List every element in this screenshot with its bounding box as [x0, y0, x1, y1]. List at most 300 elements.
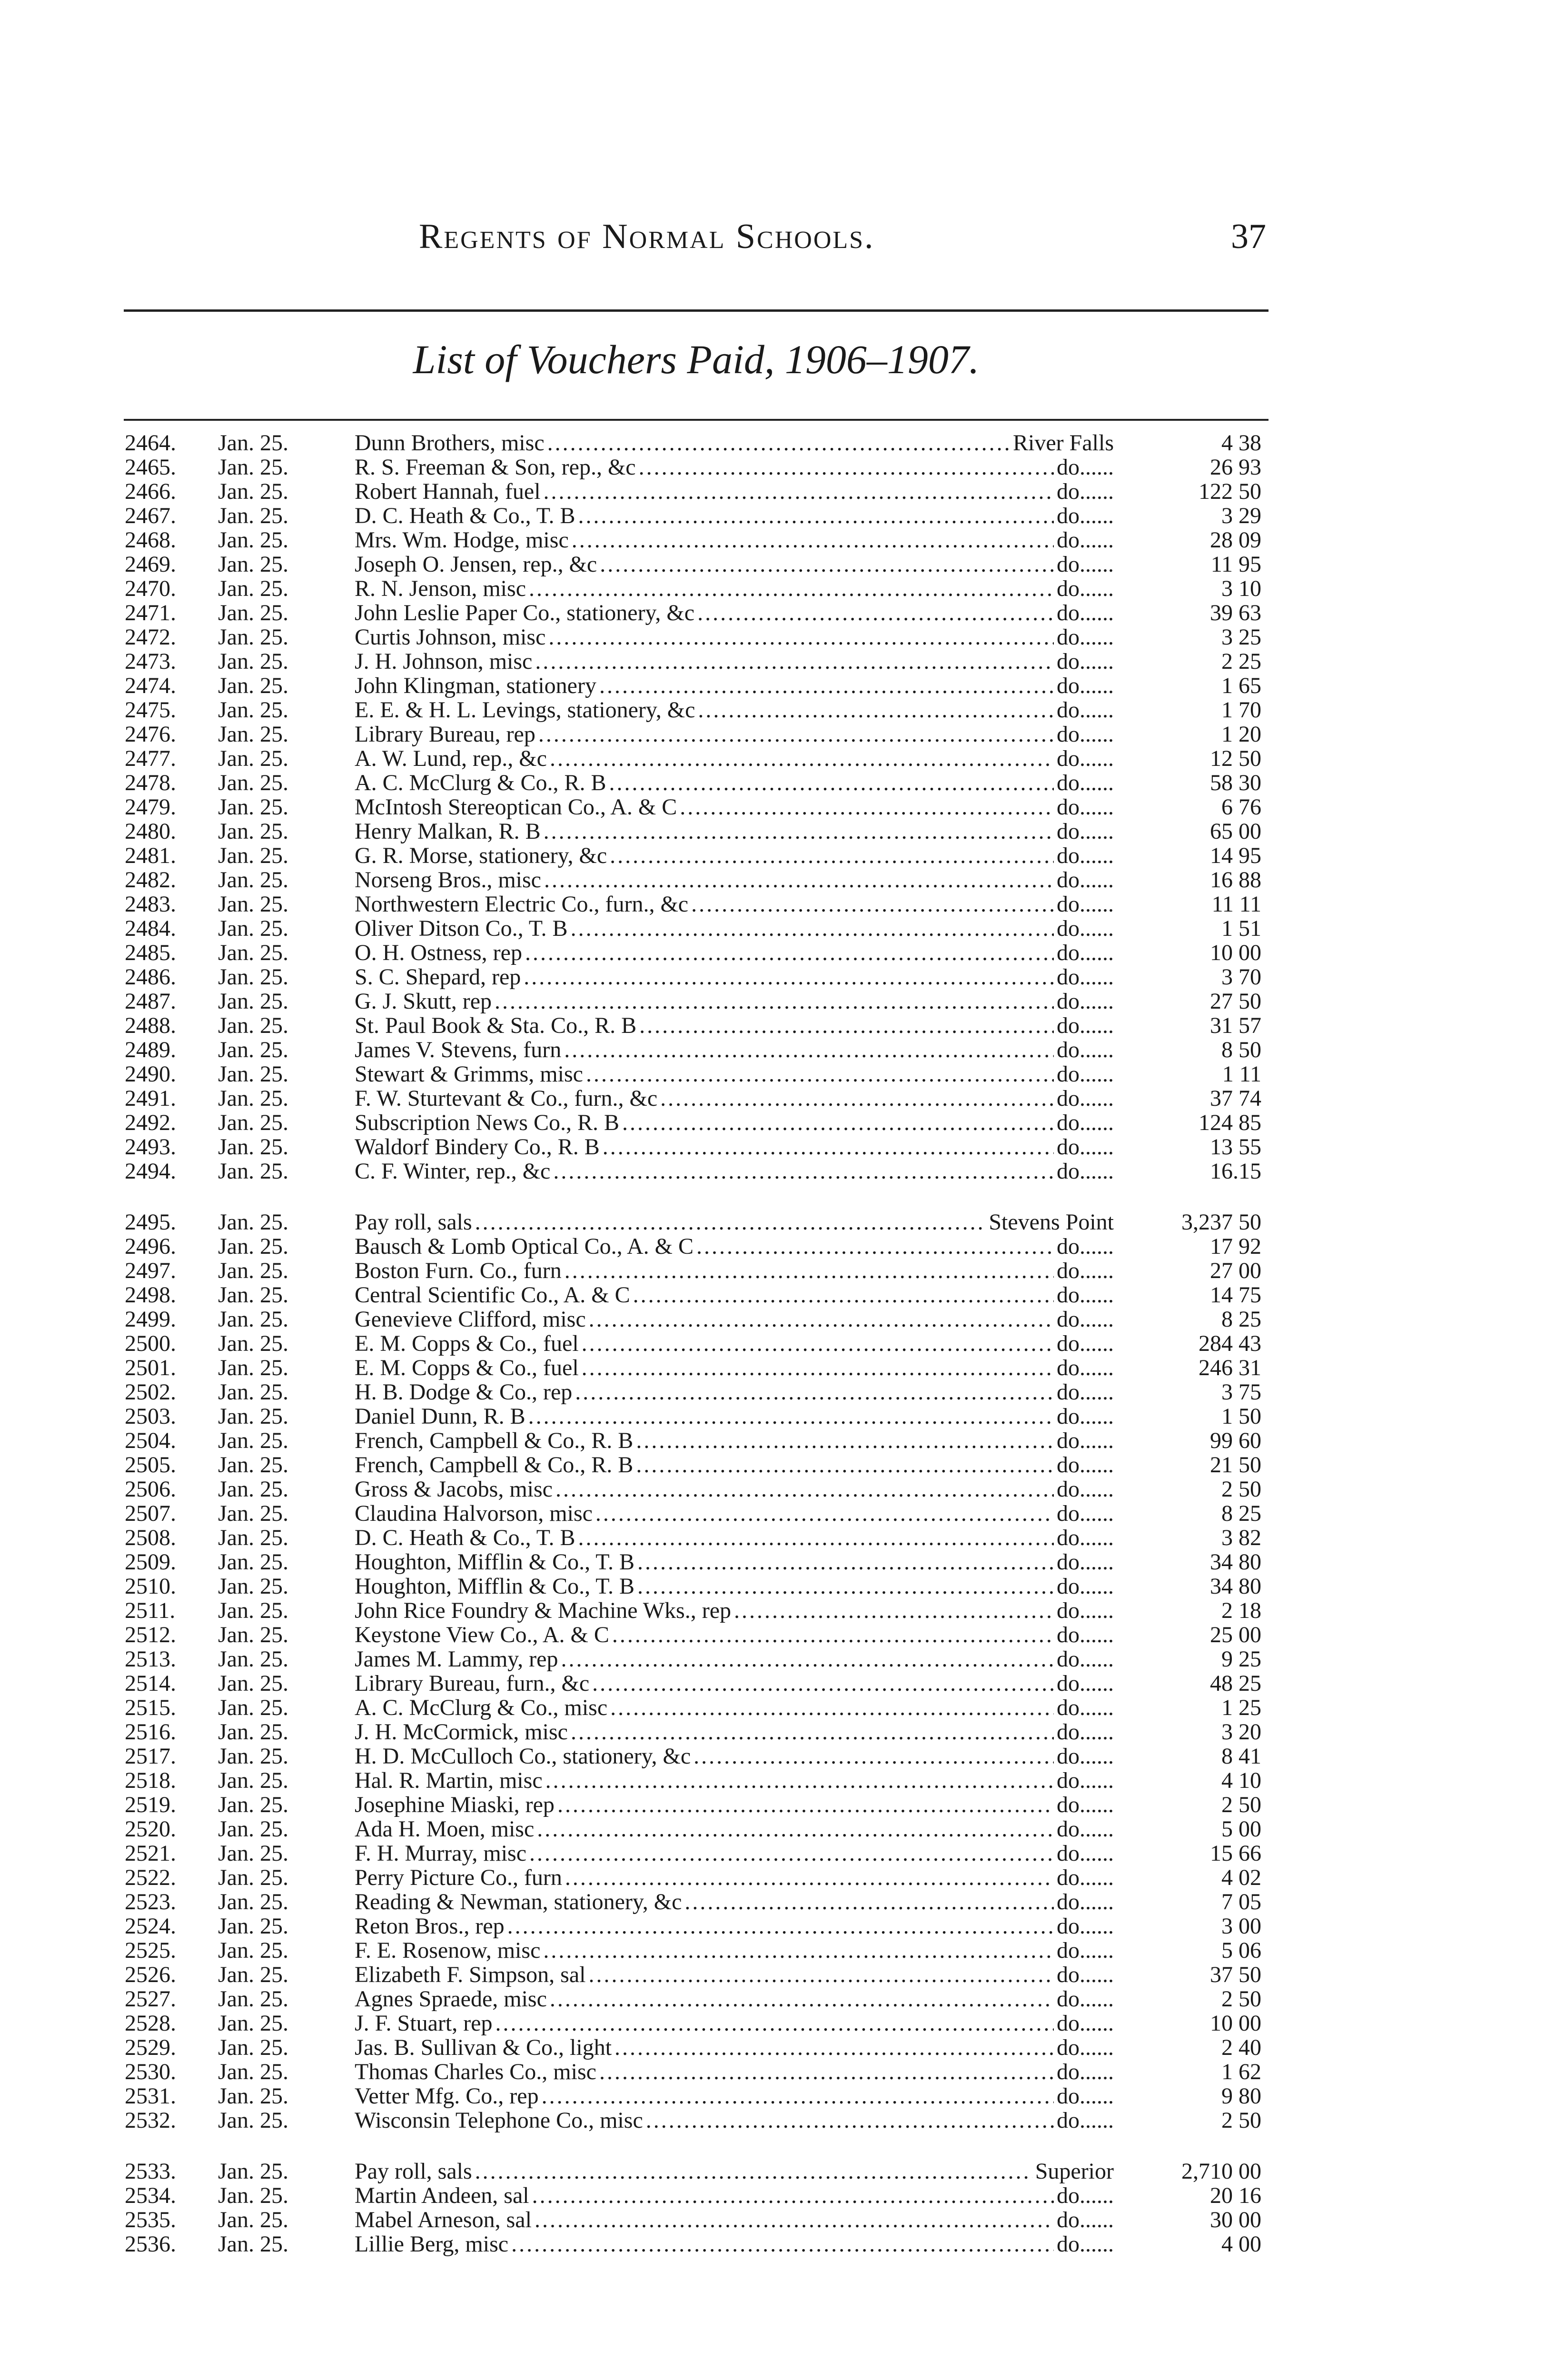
- voucher-amount: 4 38: [1221, 430, 1261, 456]
- voucher-amount: 2 50: [1221, 1477, 1261, 1502]
- voucher-amount: 3 25: [1221, 625, 1261, 650]
- leader-dots: [475, 2159, 1032, 2183]
- voucher-entry: [355, 1817, 1114, 1841]
- voucher-amount: 124 85: [1199, 1110, 1261, 1135]
- voucher-date: Jan. 25.: [218, 1061, 288, 1087]
- voucher-number: 2470.: [125, 576, 176, 601]
- voucher-payee: James M. Lammy, rep: [355, 1647, 558, 1671]
- voucher-amount: 1 20: [1221, 722, 1261, 747]
- voucher-row: [0, 916, 1546, 941]
- voucher-number: 2522.: [125, 1865, 176, 1890]
- voucher-amount: 246 31: [1199, 1355, 1261, 1380]
- leader-dots: [599, 2060, 1054, 2084]
- voucher-payee: Josephine Miaski, rep: [355, 1793, 555, 1817]
- voucher-row: [0, 2159, 1546, 2183]
- voucher-school: do......: [1057, 2011, 1114, 2035]
- voucher-school: do......: [1057, 1453, 1114, 1477]
- leader-dots: [600, 552, 1054, 576]
- voucher-date: Jan. 25.: [218, 916, 288, 941]
- voucher-entry: [355, 1331, 1114, 1356]
- voucher-number: 2519.: [125, 1792, 176, 1817]
- voucher-number: 2524.: [125, 1914, 176, 1939]
- voucher-date: Jan. 25.: [218, 625, 288, 650]
- voucher-payee: R. S. Freeman & Son, rep., &c: [355, 455, 636, 479]
- voucher-number: 2495.: [125, 1210, 176, 1235]
- voucher-payee: Waldorf Bindery Co., R. B: [355, 1135, 600, 1159]
- voucher-amount: 1 65: [1221, 673, 1261, 698]
- leader-dots: [543, 1938, 1054, 1963]
- voucher-number: 2528.: [125, 2011, 176, 2036]
- voucher-amount: 4 02: [1221, 1865, 1261, 1890]
- voucher-date: Jan. 25.: [218, 1159, 288, 1184]
- voucher-row: [0, 2084, 1546, 2108]
- voucher-amount: 17 92: [1210, 1234, 1261, 1259]
- voucher-row: [0, 552, 1546, 576]
- voucher-date: Jan. 25.: [218, 1841, 288, 1866]
- voucher-row: [0, 965, 1546, 989]
- voucher-number: 2478.: [125, 770, 176, 795]
- voucher-date: Jan. 25.: [218, 770, 288, 795]
- leader-dots: [646, 2108, 1054, 2132]
- voucher-row: [0, 1380, 1546, 1404]
- voucher-date: Jan. 25.: [218, 940, 288, 965]
- voucher-row: [0, 771, 1546, 795]
- voucher-school: do......: [1057, 989, 1114, 1013]
- top-rule: [124, 309, 1269, 312]
- leader-dots: [582, 1356, 1054, 1380]
- voucher-amount: 26 93: [1210, 455, 1261, 480]
- voucher-entry: [355, 431, 1114, 455]
- voucher-date: Jan. 25.: [218, 819, 288, 844]
- leader-dots: [538, 722, 1054, 746]
- leader-dots: [511, 2232, 1054, 2256]
- voucher-payee: Library Bureau, rep: [355, 722, 535, 746]
- voucher-payee: Houghton, Mifflin & Co., T. B: [355, 1550, 635, 1574]
- voucher-payee: J. H. Johnson, misc: [355, 649, 533, 674]
- voucher-date: Jan. 25.: [218, 1598, 288, 1623]
- voucher-school: do......: [1057, 1890, 1114, 1914]
- voucher-school: do......: [1057, 1793, 1114, 1817]
- voucher-date: Jan. 25.: [218, 1307, 288, 1332]
- voucher-payee: Vetter Mfg. Co., rep: [355, 2084, 539, 2108]
- voucher-amount: 20 16: [1210, 2183, 1261, 2208]
- voucher-school: do......: [1057, 1623, 1114, 1647]
- voucher-amount: 34 80: [1210, 1574, 1261, 1599]
- voucher-row: [0, 1210, 1546, 1234]
- voucher-row: [0, 1550, 1546, 1574]
- leader-dots: [660, 1086, 1054, 1111]
- voucher-row: [0, 1307, 1546, 1331]
- voucher-number: 2521.: [125, 1841, 176, 1866]
- voucher-number: 2504.: [125, 1428, 176, 1453]
- voucher-entry: [355, 1307, 1114, 1331]
- voucher-row: [0, 1671, 1546, 1696]
- voucher-number: 2491.: [125, 1086, 176, 1111]
- voucher-amount: 11 95: [1210, 552, 1261, 577]
- voucher-payee: Gross & Jacobs, misc: [355, 1477, 553, 1501]
- leader-dots: [610, 1696, 1054, 1720]
- voucher-row: [0, 819, 1546, 843]
- voucher-date: Jan. 25.: [218, 1379, 288, 1405]
- voucher-number: 2473.: [125, 649, 176, 674]
- voucher-school: do......: [1057, 504, 1114, 528]
- voucher-amount: 14 95: [1210, 843, 1261, 868]
- leader-dots: [571, 916, 1054, 941]
- voucher-date: Jan. 25.: [218, 649, 288, 674]
- voucher-row: [0, 649, 1546, 674]
- voucher-date: Jan. 25.: [218, 576, 288, 601]
- leader-dots: [578, 1526, 1054, 1550]
- voucher-row: [0, 1453, 1546, 1477]
- voucher-date: Jan. 25.: [218, 479, 288, 504]
- voucher-row: [0, 1259, 1546, 1283]
- voucher-row: [0, 1038, 1546, 1062]
- voucher-school: do......: [1057, 722, 1114, 746]
- voucher-amount: 28 09: [1210, 527, 1261, 553]
- voucher-payee: Subscription News Co., R. B: [355, 1111, 620, 1135]
- voucher-row: [0, 1234, 1546, 1259]
- voucher-row: [0, 2108, 1546, 2132]
- voucher-date: Jan. 25.: [218, 1086, 288, 1111]
- voucher-school: do......: [1057, 1914, 1114, 1938]
- voucher-payee: French, Campbell & Co., R. B: [355, 1428, 634, 1453]
- voucher-school: do......: [1057, 1574, 1114, 1598]
- voucher-number: 2530.: [125, 2059, 176, 2084]
- voucher-entry: [355, 1380, 1114, 1404]
- voucher-number: 2514.: [125, 1671, 176, 1696]
- voucher-row: [0, 2011, 1546, 2035]
- leader-dots: [622, 1111, 1054, 1135]
- voucher-payee: James V. Stevens, furn: [355, 1038, 562, 1062]
- voucher-date: Jan. 25.: [218, 892, 288, 917]
- voucher-number: 2526.: [125, 1962, 176, 1987]
- voucher-row: [0, 2060, 1546, 2084]
- voucher-row: [0, 1283, 1546, 1307]
- voucher-number: 2536.: [125, 2231, 176, 2257]
- voucher-row: [0, 1477, 1546, 1501]
- voucher-entry: [355, 941, 1114, 965]
- leader-dots: [582, 1331, 1054, 1356]
- voucher-amount: 3,237 50: [1181, 1210, 1261, 1235]
- voucher-number: 2480.: [125, 819, 176, 844]
- voucher-payee: John Klingman, stationery: [355, 674, 596, 698]
- voucher-entry: [355, 1890, 1114, 1914]
- voucher-payee: C. F. Winter, rep., &c: [355, 1159, 551, 1183]
- voucher-number: 2513.: [125, 1646, 176, 1672]
- leader-dots: [495, 989, 1054, 1013]
- voucher-number: 2477.: [125, 746, 176, 771]
- voucher-school: do......: [1057, 1720, 1114, 1744]
- voucher-row: [0, 674, 1546, 698]
- voucher-number: 2502.: [125, 1379, 176, 1405]
- voucher-amount: 1 51: [1221, 916, 1261, 941]
- voucher-entry: [355, 2011, 1114, 2035]
- voucher-number: 2505.: [125, 1452, 176, 1478]
- voucher-section: [0, 431, 1546, 1183]
- voucher-entry: [355, 1428, 1114, 1453]
- voucher-school: do......: [1057, 1744, 1114, 1768]
- voucher-payee: Hal. R. Martin, misc: [355, 1768, 543, 1793]
- voucher-number: 2487.: [125, 989, 176, 1014]
- leader-dots: [575, 1380, 1054, 1404]
- voucher-number: 2493.: [125, 1134, 176, 1160]
- voucher-school: do......: [1057, 1086, 1114, 1111]
- voucher-amount: 4 00: [1221, 2231, 1261, 2257]
- voucher-school: do......: [1057, 1501, 1114, 1526]
- voucher-row: [0, 1623, 1546, 1647]
- voucher-number: 2516.: [125, 1719, 176, 1745]
- voucher-number: 2534.: [125, 2183, 176, 2208]
- voucher-payee: F. W. Sturtevant & Co., furn., &c: [355, 1086, 658, 1111]
- leader-dots: [586, 1062, 1054, 1086]
- voucher-school: do......: [1057, 1526, 1114, 1550]
- voucher-amount: 14 75: [1210, 1282, 1261, 1308]
- voucher-number: 2515.: [125, 1695, 176, 1720]
- voucher-date: Jan. 25.: [218, 2035, 288, 2060]
- voucher-school: do......: [1057, 1038, 1114, 1062]
- voucher-number: 2476.: [125, 722, 176, 747]
- voucher-amount: 2,710 00: [1181, 2159, 1261, 2184]
- voucher-date: Jan. 25.: [218, 989, 288, 1014]
- voucher-entry: [355, 1865, 1114, 1890]
- voucher-row: [0, 1598, 1546, 1623]
- leader-dots: [610, 843, 1054, 868]
- voucher-entry: [355, 649, 1114, 674]
- voucher-school: do......: [1057, 1696, 1114, 1720]
- voucher-date: Jan. 25.: [218, 1889, 288, 1914]
- voucher-amount: 1 62: [1221, 2059, 1261, 2084]
- voucher-date: Jan. 25.: [218, 1938, 288, 1963]
- voucher-school: do......: [1057, 601, 1114, 625]
- voucher-amount: 3 70: [1221, 964, 1261, 990]
- voucher-school: do......: [1057, 1938, 1114, 1963]
- voucher-payee: Reading & Newman, stationery, &c: [355, 1890, 682, 1914]
- voucher-number: 2506.: [125, 1477, 176, 1502]
- page-header: [124, 217, 1266, 269]
- voucher-entry: [355, 1259, 1114, 1283]
- voucher-payee: Pay roll, sals: [355, 1210, 472, 1234]
- voucher-entry: [355, 552, 1114, 576]
- voucher-date: Jan. 25.: [218, 1210, 288, 1235]
- voucher-entry: [355, 1768, 1114, 1793]
- voucher-entry: [355, 674, 1114, 698]
- voucher-payee: Stewart & Grimms, misc: [355, 1062, 583, 1086]
- voucher-number: 2467.: [125, 503, 176, 528]
- voucher-payee: Wisconsin Telephone Co., misc: [355, 2108, 643, 2132]
- voucher-payee: Oliver Ditson Co., T. B: [355, 916, 568, 941]
- voucher-entry: [355, 1987, 1114, 2011]
- voucher-row: [0, 1526, 1546, 1550]
- voucher-row: [0, 1744, 1546, 1768]
- voucher-date: Jan. 25.: [218, 1914, 288, 1939]
- voucher-school: do......: [1057, 2108, 1114, 2132]
- voucher-entry: [355, 843, 1114, 868]
- voucher-entry: [355, 1623, 1114, 1647]
- leader-dots: [565, 1259, 1054, 1283]
- leader-dots: [544, 868, 1054, 892]
- voucher-date: Jan. 25.: [218, 1428, 288, 1453]
- voucher-row: [0, 601, 1546, 625]
- voucher-number: 2494.: [125, 1159, 176, 1184]
- voucher-number: 2531.: [125, 2083, 176, 2109]
- voucher-date: Jan. 25.: [218, 746, 288, 771]
- voucher-amount: 27 50: [1210, 989, 1261, 1014]
- voucher-amount: 8 25: [1221, 1307, 1261, 1332]
- voucher-amount: 3 20: [1221, 1719, 1261, 1745]
- leader-dots: [609, 771, 1054, 795]
- leader-dots: [544, 479, 1054, 504]
- voucher-date: Jan. 25.: [218, 2083, 288, 2109]
- voucher-entry: [355, 455, 1114, 479]
- voucher-amount: 58 30: [1210, 770, 1261, 795]
- voucher-entry: [355, 1453, 1114, 1477]
- voucher-school: do......: [1057, 2060, 1114, 2084]
- voucher-date: Jan. 25.: [218, 1234, 288, 1259]
- voucher-row: [0, 625, 1546, 649]
- voucher-payee: G. R. Morse, stationery, &c: [355, 843, 607, 868]
- voucher-amount: 1 11: [1222, 1061, 1261, 1087]
- voucher-date: Jan. 25.: [218, 1355, 288, 1380]
- voucher-number: 2535.: [125, 2207, 176, 2232]
- voucher-payee: Robert Hannah, fuel: [355, 479, 541, 504]
- voucher-payee: Bausch & Lomb Optical Co., A. & C: [355, 1234, 694, 1259]
- voucher-entry: [355, 795, 1114, 819]
- voucher-date: Jan. 25.: [218, 1574, 288, 1599]
- voucher-payee: E. M. Copps & Co., fuel: [355, 1331, 579, 1356]
- voucher-payee: S. C. Shepard, rep: [355, 965, 521, 989]
- leader-dots: [637, 1550, 1054, 1574]
- leader-dots: [734, 1598, 1054, 1623]
- voucher-entry: [355, 1038, 1114, 1062]
- voucher-row: [0, 1574, 1546, 1598]
- voucher-date: Jan. 25.: [218, 1816, 288, 1842]
- voucher-school: do......: [1057, 1598, 1114, 1623]
- voucher-school: do......: [1057, 1135, 1114, 1159]
- voucher-entry: [355, 1234, 1114, 1259]
- voucher-entry: [355, 528, 1114, 552]
- voucher-payee: Norseng Bros., misc: [355, 868, 541, 892]
- leader-dots: [691, 892, 1054, 916]
- voucher-row: [0, 455, 1546, 479]
- voucher-amount: 15 66: [1210, 1841, 1261, 1866]
- voucher-payee: McIntosh Stereoptican Co., A. & C: [355, 795, 677, 819]
- voucher-payee: D. C. Heath & Co., T. B: [355, 1526, 575, 1550]
- voucher-row: [0, 1987, 1546, 2011]
- voucher-entry: [355, 1111, 1114, 1135]
- voucher-entry: [355, 1210, 1114, 1234]
- voucher-number: 2471.: [125, 600, 176, 625]
- voucher-amount: 2 50: [1221, 2108, 1261, 2133]
- voucher-row: [0, 1817, 1546, 1841]
- voucher-row: [0, 1356, 1546, 1380]
- voucher-school: do......: [1057, 1865, 1114, 1890]
- leader-dots: [589, 1307, 1054, 1331]
- voucher-number: 2486.: [125, 964, 176, 990]
- voucher-payee: Agnes Spraede, misc: [355, 1987, 547, 2011]
- leader-dots: [553, 1159, 1054, 1183]
- voucher-row: [0, 576, 1546, 601]
- voucher-row: [0, 1720, 1546, 1744]
- voucher-payee: John Rice Foundry & Machine Wks., rep: [355, 1598, 731, 1623]
- leader-dots: [557, 1793, 1054, 1817]
- voucher-amount: 12 50: [1210, 746, 1261, 771]
- voucher-date: Jan. 25.: [218, 2183, 288, 2208]
- voucher-payee: A. W. Lund, rep., &c: [355, 746, 547, 771]
- voucher-amount: 48 25: [1210, 1671, 1261, 1696]
- voucher-number: 2517.: [125, 1744, 176, 1769]
- voucher-entry: [355, 698, 1114, 722]
- voucher-amount: 3 00: [1221, 1914, 1261, 1939]
- voucher-entry: [355, 1159, 1114, 1183]
- voucher-entry: [355, 1841, 1114, 1865]
- voucher-school: do......: [1057, 1380, 1114, 1404]
- voucher-number: 2500.: [125, 1331, 176, 1356]
- voucher-amount: 5 06: [1221, 1938, 1261, 1963]
- voucher-number: 2481.: [125, 843, 176, 868]
- voucher-number: 2475.: [125, 697, 176, 723]
- voucher-date: Jan. 25.: [218, 1110, 288, 1135]
- leader-dots: [564, 1038, 1054, 1062]
- leader-dots: [603, 1135, 1054, 1159]
- voucher-amount: 284 43: [1199, 1331, 1261, 1356]
- voucher-row: [0, 795, 1546, 819]
- voucher-number: 2512.: [125, 1622, 176, 1647]
- voucher-row: [0, 528, 1546, 552]
- voucher-school: do......: [1057, 1671, 1114, 1696]
- voucher-row: [0, 868, 1546, 892]
- voucher-date: Jan. 25.: [218, 552, 288, 577]
- voucher-amount: 3 82: [1221, 1525, 1261, 1550]
- voucher-entry: [355, 1671, 1114, 1696]
- leader-dots: [529, 576, 1054, 601]
- voucher-payee: Curtis Johnson, misc: [355, 625, 546, 649]
- voucher-entry: [355, 576, 1114, 601]
- voucher-amount: 3 29: [1221, 503, 1261, 528]
- voucher-date: Jan. 25.: [218, 2207, 288, 2232]
- voucher-entry: [355, 1550, 1114, 1574]
- voucher-number: 2501.: [125, 1355, 176, 1380]
- voucher-number: 2529.: [125, 2035, 176, 2060]
- voucher-school: do......: [1057, 1283, 1114, 1307]
- title-rule: [124, 419, 1269, 421]
- voucher-amount: 99 60: [1210, 1428, 1261, 1453]
- voucher-payee: A. C. McClurg & Co., misc: [355, 1696, 608, 1720]
- voucher-payee: Pay roll, sals: [355, 2159, 472, 2183]
- voucher-payee: Mabel Arneson, sal: [355, 2208, 532, 2232]
- voucher-amount: 34 80: [1210, 1549, 1261, 1575]
- voucher-number: 2472.: [125, 625, 176, 650]
- voucher-school: do......: [1057, 455, 1114, 479]
- voucher-school: do......: [1057, 965, 1114, 989]
- leader-dots: [565, 1865, 1054, 1890]
- voucher-school: do......: [1057, 528, 1114, 552]
- leader-dots: [636, 1453, 1054, 1477]
- voucher-row: [0, 1793, 1546, 1817]
- voucher-school: do......: [1057, 1062, 1114, 1086]
- voucher-amount: 10 00: [1210, 940, 1261, 965]
- voucher-entry: [355, 2183, 1114, 2208]
- voucher-number: 2511.: [125, 1598, 176, 1623]
- voucher-payee: Library Bureau, furn., &c: [355, 1671, 590, 1696]
- voucher-row: [0, 479, 1546, 504]
- voucher-date: Jan. 25.: [218, 2011, 288, 2036]
- voucher-row: [0, 1135, 1546, 1159]
- voucher-school: do......: [1057, 1428, 1114, 1453]
- leader-dots: [535, 649, 1054, 674]
- voucher-payee: St. Paul Book & Sta. Co., R. B: [355, 1013, 637, 1038]
- voucher-entry: [355, 1526, 1114, 1550]
- voucher-school: do......: [1057, 1159, 1114, 1183]
